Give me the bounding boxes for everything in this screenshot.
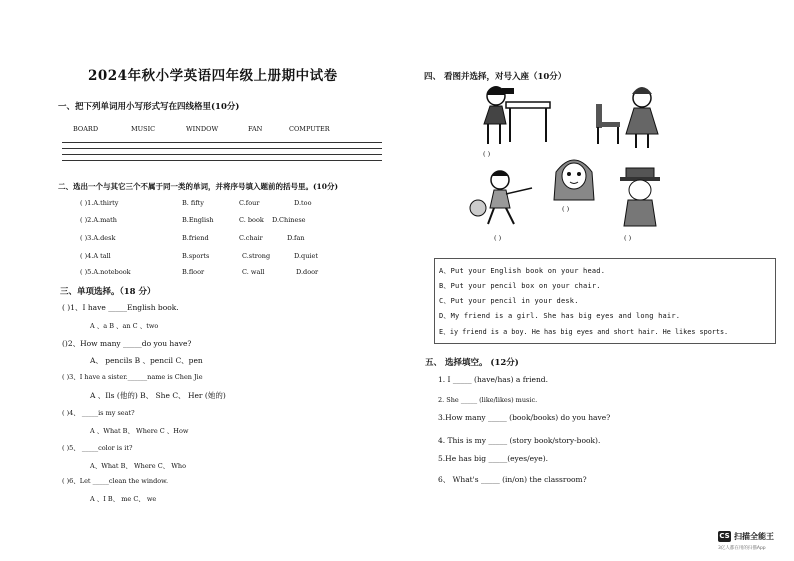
section4-heading: 四、 看图并选择，对号入座（10分） xyxy=(424,72,567,82)
word-fan: FAN xyxy=(248,125,263,133)
s5-q5[interactable]: 5.He has big _____(eyes/eye). xyxy=(438,454,549,463)
picture5-blank[interactable]: ( ) xyxy=(624,234,632,242)
picture4-blank[interactable]: ( ) xyxy=(562,205,570,213)
s3-q3-options: A 、Ils (他的) B、 She C、 Her (她的) xyxy=(90,391,226,400)
s3-q6-options: A 、I B、 me C、 we xyxy=(90,495,157,503)
s4-option-b: B、Put your pencil box on your chair. xyxy=(439,282,601,290)
s3-q4-options: A 、What B、 Where C 、How xyxy=(90,427,189,435)
s4-option-c: C、Put your pencil in your desk. xyxy=(439,297,579,305)
option-c: C.four xyxy=(239,199,260,207)
s4-option-a: A、Put your English book on your head. xyxy=(439,267,606,275)
s4-option-e: E、iy friend is a boy. He has big eyes and short hair. He likes sports. xyxy=(439,328,729,336)
s3-q1[interactable]: ( )1、I have _____English book. xyxy=(62,303,179,312)
section2-heading: 二、选出一个与其它三个不属于同一类的单词，并将序号填入题前的括号里。(10分) xyxy=(58,182,339,191)
option-d: D.quiet xyxy=(294,252,318,260)
q-text[interactable]: ( )3.A.desk xyxy=(80,234,116,242)
s5-q3[interactable]: 3.How many _____ (book/books) do you have? xyxy=(438,413,611,422)
q-text[interactable]: ( )1.A.thirty xyxy=(80,199,119,207)
option-d: D.too xyxy=(294,199,312,207)
picture-girl-long-hair xyxy=(546,152,602,210)
option-b: B.English xyxy=(182,216,214,224)
s5-q4[interactable]: 4. This is my _____ (story book/story-book). xyxy=(438,436,601,445)
picture3-blank[interactable]: ( ) xyxy=(494,234,502,242)
picture-boy-with-ball xyxy=(464,168,544,228)
option-d: D.fan xyxy=(287,234,305,242)
picture1-blank[interactable]: ( ) xyxy=(483,150,491,158)
picture-child-at-desk xyxy=(462,82,558,148)
option-c: C. book xyxy=(239,216,264,224)
s3-q5-options: A、What B、 Where C、 Who xyxy=(90,462,187,470)
word-board: BOARD xyxy=(73,125,99,133)
option-d: D.door xyxy=(296,268,319,276)
s4-option-d: D、My friend is a girl. She has big eyes and long hair. xyxy=(439,312,681,320)
word-computer: COMPUTER xyxy=(289,125,330,133)
option-b: B.floor xyxy=(182,268,205,276)
q-text[interactable]: ( )4.A tall xyxy=(80,252,111,260)
scanner-app-name: 扫描全能王 xyxy=(734,532,774,541)
s3-q3[interactable]: ( )3、I have a sister.______name is Chen Jie xyxy=(62,373,203,381)
s3-q1-options: A 、a B 、an C 、two xyxy=(90,322,159,330)
word-window: WINDOW xyxy=(186,125,219,133)
option-c: C.strong xyxy=(242,252,271,260)
option-b: B. fifty xyxy=(182,199,204,207)
s3-q5[interactable]: ( )5、 _____color is it? xyxy=(62,444,133,452)
exam-title: 2024年秋小学英语四年级上册期中试卷 xyxy=(88,68,338,84)
scanner-tagline: 3亿人都在用的扫描App xyxy=(718,546,766,551)
word-music: MUSIC xyxy=(131,125,156,133)
option-d: D.Chinese xyxy=(272,216,306,224)
q-text[interactable]: ( )5.A.notebook xyxy=(80,268,131,276)
s3-q4[interactable]: ( )4、 _____is my seat? xyxy=(62,409,135,417)
section3-heading: 三、单项选择。（18 分） xyxy=(60,287,156,297)
s3-q2[interactable]: ()2、How many _____do you have? xyxy=(62,339,192,348)
option-b: B.friend xyxy=(182,234,209,242)
picture-girl-with-chair xyxy=(590,82,672,152)
option-c: C.chair xyxy=(239,234,263,242)
s5-q6[interactable]: 6、 What's _____ (in/on) the classroom? xyxy=(438,475,587,484)
section1-heading: 一、把下列单词用小写形式写在四线格里(10分) xyxy=(58,102,240,112)
option-b: B.sports xyxy=(182,252,210,260)
option-c: C. wall xyxy=(242,268,265,276)
s3-q6[interactable]: ( )6、Let _____clean the window. xyxy=(62,477,169,485)
s5-q2[interactable]: 2. She _____ (like/likes) music. xyxy=(438,396,538,404)
camscanner-logo-icon: CS xyxy=(719,532,730,540)
s3-q2-options: A、 pencils B 、pencil C、pen xyxy=(90,356,203,365)
section5-heading: 五、 选择填空。 (12分) xyxy=(425,358,519,368)
s5-q1[interactable]: 1. I _____ (have/has) a friend. xyxy=(438,375,548,384)
picture-girl-with-hat xyxy=(616,166,666,230)
q-text[interactable]: ( )2.A.math xyxy=(80,216,117,224)
